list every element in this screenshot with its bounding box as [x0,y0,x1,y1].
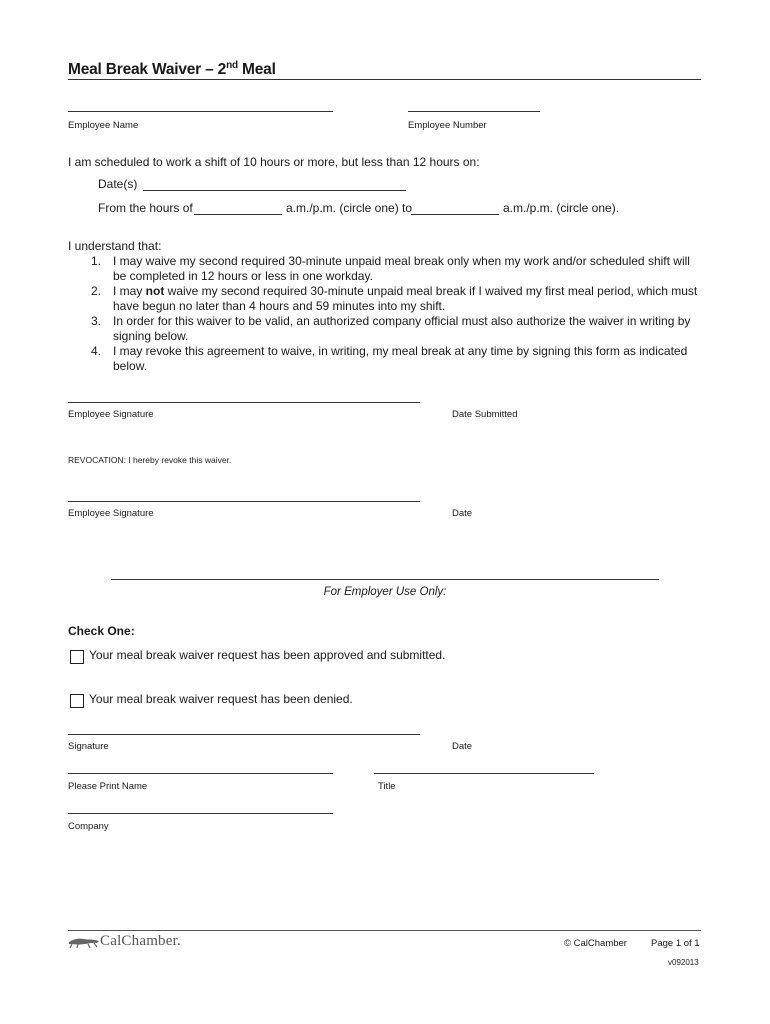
version-number: v092013 [668,958,699,967]
emphasis-not: not [145,284,165,298]
to-time-field[interactable] [411,214,499,215]
revocation-signature-label: Employee Signature [68,508,154,519]
bear-icon [68,935,100,949]
list-item-text-line1: I may revoke this agreement to waive, in writing, my meal break at any time by signing this form as indicated [113,344,688,358]
employee-number-field[interactable] [408,111,540,112]
employer-date-label: Date [452,741,473,752]
denied-checkbox[interactable] [70,694,84,708]
print-name-field[interactable] [68,773,333,774]
ampm-circle-label-2: a.m./p.m. (circle one). [503,201,620,215]
ampm-circle-label-1: a.m./p.m. (circle one) to [286,201,413,215]
from-time-field[interactable] [194,214,282,215]
employer-signature-label: Signature [68,741,109,752]
employee-name-field[interactable] [68,111,333,112]
employer-section-divider [111,579,659,580]
revocation-signature-field[interactable] [68,501,420,502]
title-label: Title [378,781,396,792]
denied-option-label: Your meal break waiver request has been denied. [89,692,353,706]
company-field[interactable] [68,813,333,814]
footer-divider [68,930,701,931]
list-item-number: 2. [90,284,101,298]
employee-number-label: Employee Number [408,120,487,131]
employee-name-label: Employee Name [68,120,139,131]
list-item-text-line1: I may not waive my second required 30-minute unpaid meal break if I waived my first meal period, which must [113,284,698,298]
dates-field[interactable] [143,190,406,191]
employer-use-heading: For Employer Use Only: [323,586,447,598]
list-item-number: 1. [90,254,101,268]
title-underline [68,79,701,80]
company-label: Company [68,821,109,832]
list-item-text-line2: signing below. [113,329,189,343]
logo-text: CalChamber. [100,933,181,949]
print-name-label: Please Print Name [68,781,148,792]
revocation-date-label: Date [452,508,473,519]
list-item-text-line2: have begun no later than 4 hours and 59 minutes into my shift. [113,299,446,313]
list-item-number: 4. [90,344,101,358]
list-item-text-line1: In order for this waiver to be valid, an authorized company official must also authorize the waiver in writing by [113,314,691,328]
from-hours-label: From the hours of [98,201,193,215]
calchamber-logo [68,933,181,950]
title-field[interactable] [374,773,594,774]
page-number: Page 1 of 1 [651,938,700,949]
approved-checkbox[interactable] [70,650,84,664]
schedule-intro: I am scheduled to work a shift of 10 hours or more, but less than 12 hours on: [68,155,480,169]
understand-heading: I understand that: [68,239,162,253]
list-item-text-line1: I may waive my second required 30-minute unpaid meal break only when my work and/or scheduled shift will [113,254,690,268]
date-submitted-label: Date Submitted [452,409,518,420]
list-item-text-line2: be completed in 12 hours or less in one workday. [113,269,373,283]
employee-signature-label: Employee Signature [68,409,154,420]
employee-signature-field[interactable] [68,402,420,403]
employer-signature-field[interactable] [68,734,420,735]
dates-label: Date(s) [98,177,138,191]
copyright-text: © CalChamber [564,938,627,949]
check-one-label: Check One: [68,624,135,638]
revocation-text: REVOCATION: I hereby revoke this waiver. [68,455,232,465]
page-title: Meal Break Waiver – 2nd Meal [68,60,276,78]
list-item-number: 3. [90,314,101,328]
approved-option-label: Your meal break waiver request has been approved and submitted. [89,648,446,662]
list-item-text-line2: below. [113,359,148,373]
